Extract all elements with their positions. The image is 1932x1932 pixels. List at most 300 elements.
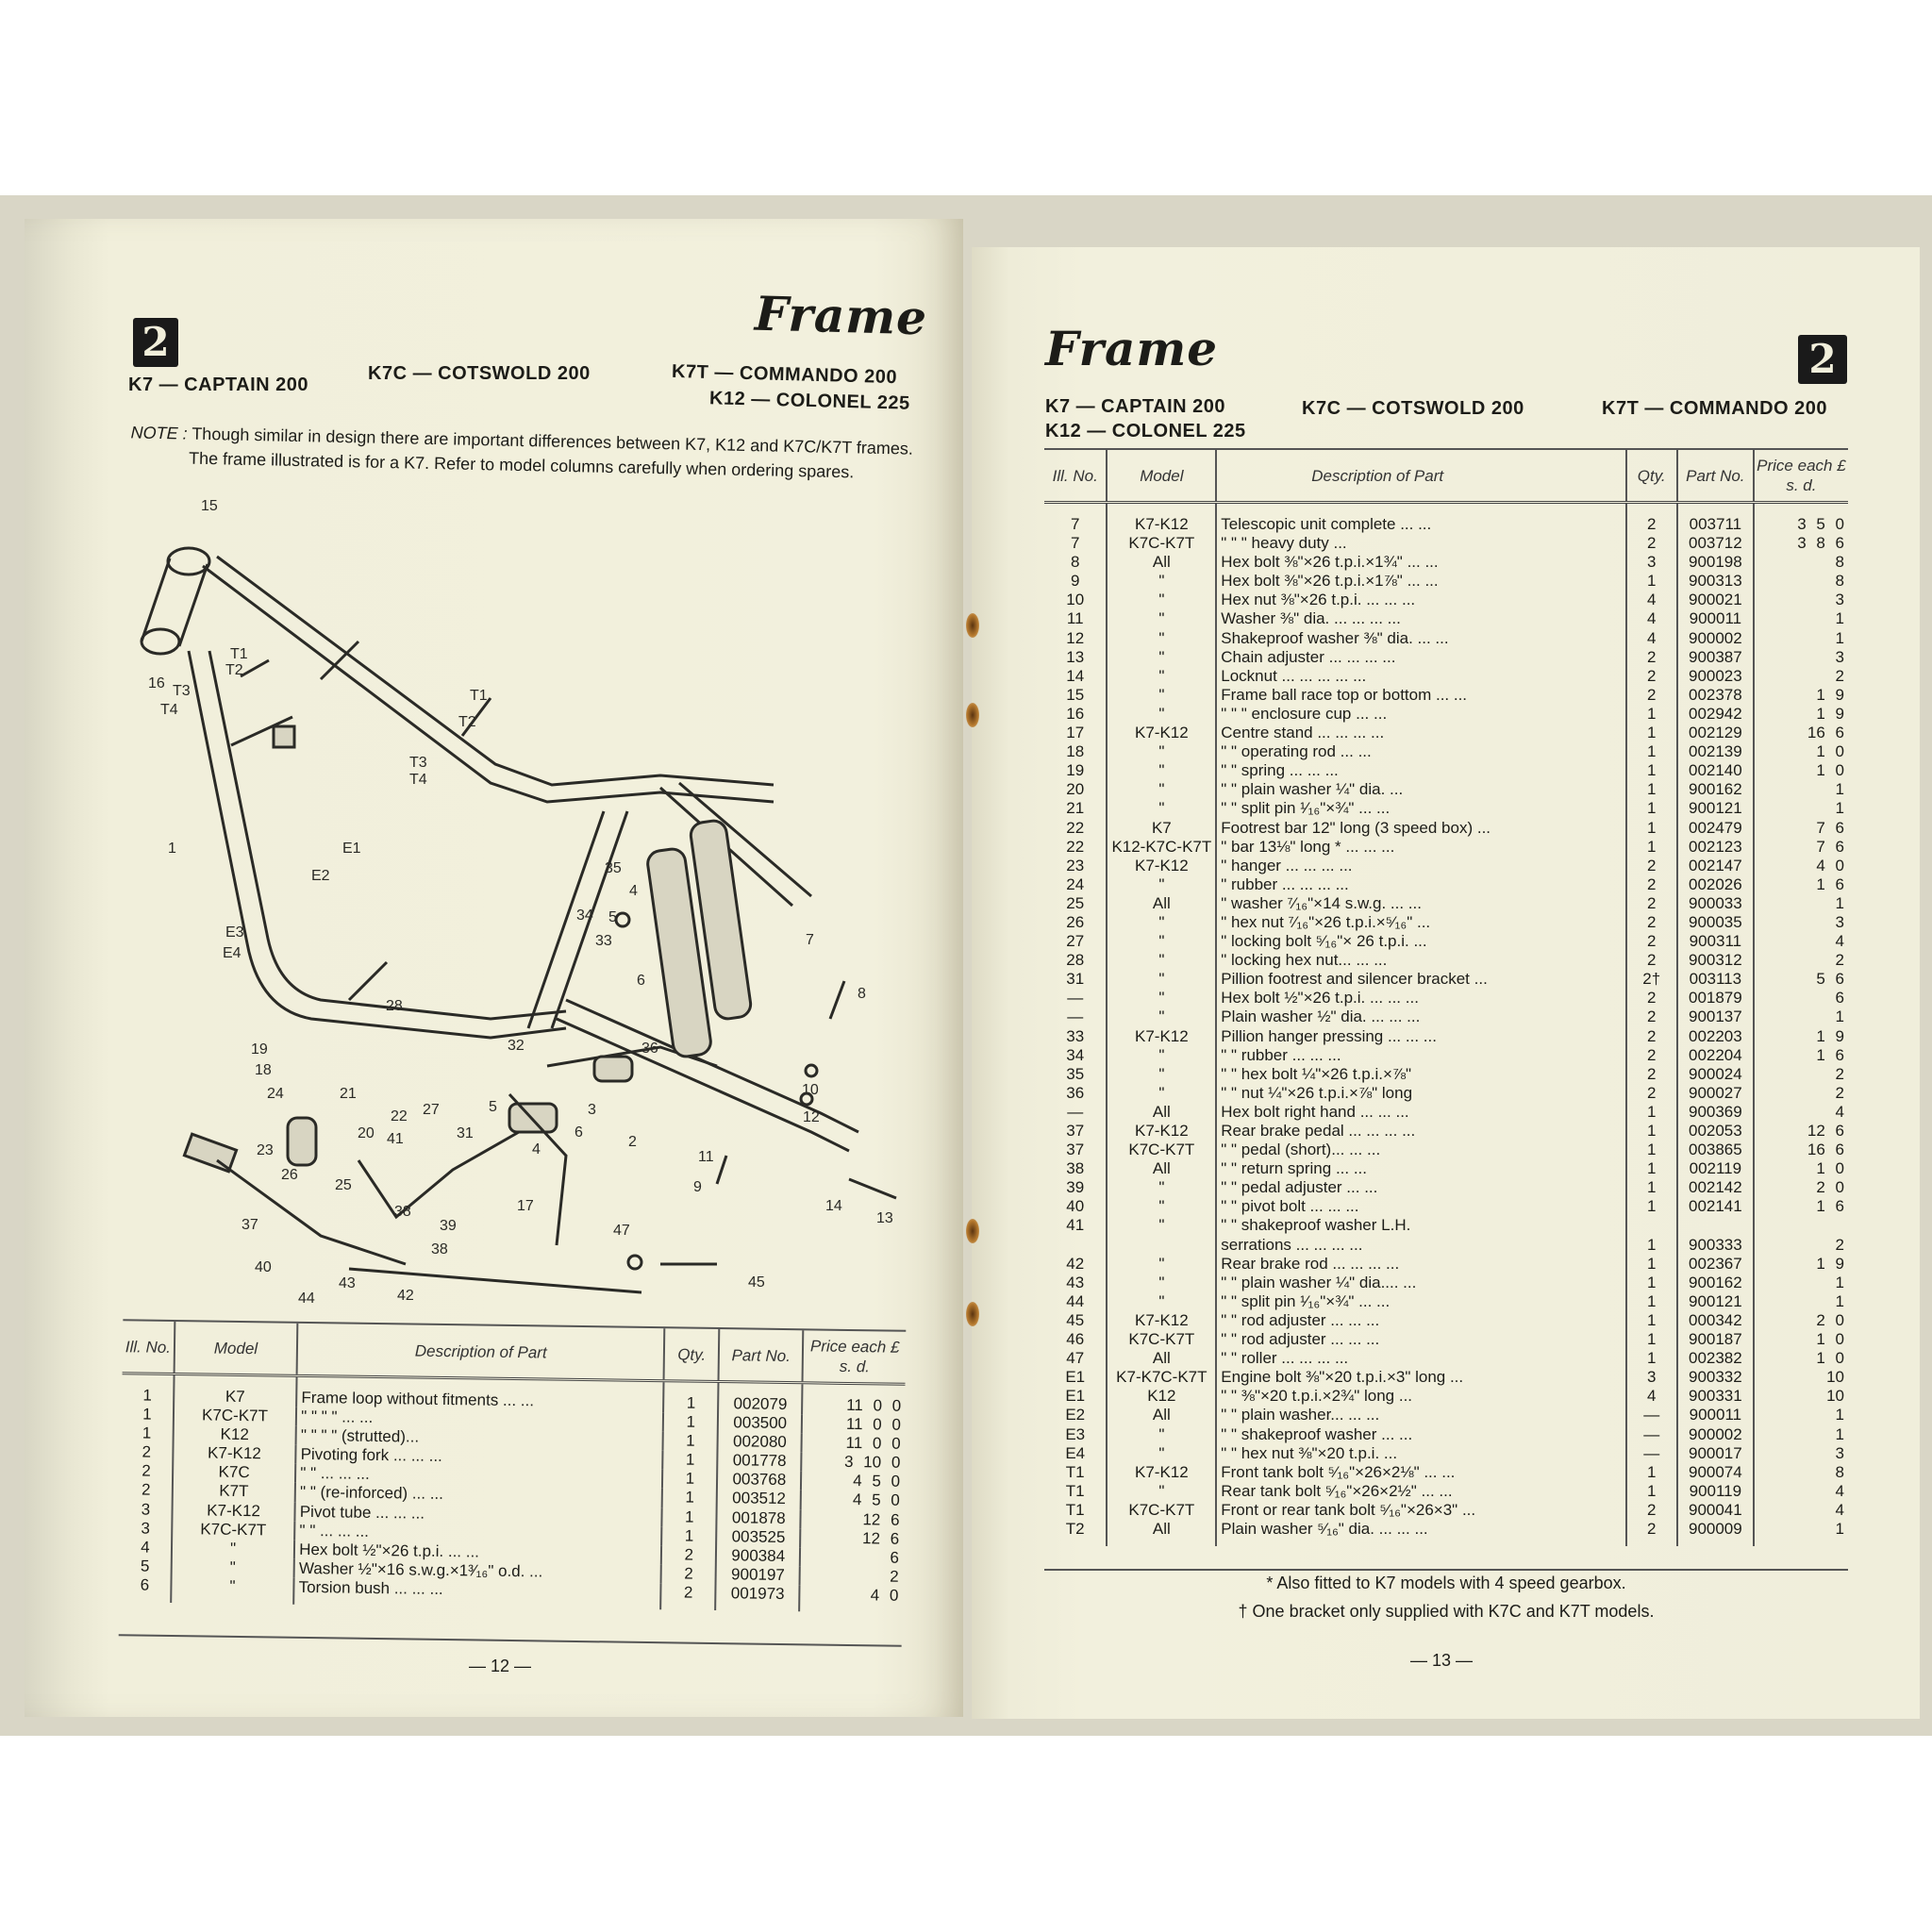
- cell-model: K7C-K7T: [172, 1520, 295, 1541]
- diagram-callout: T2: [225, 662, 243, 678]
- cell-part-no: 001879: [1677, 989, 1754, 1008]
- cell-part-no: 003113: [1677, 970, 1754, 989]
- cell-ill-no: 24: [1066, 874, 1085, 893]
- cell-price: 4: [1754, 1482, 1848, 1501]
- cell-price: 1: [1754, 780, 1848, 799]
- cell-price: 2: [1754, 1084, 1848, 1103]
- cell-description: Frame loop without fitments ... ...: [296, 1375, 664, 1412]
- note-body: Though similar in design there are important differences between K7, K12 and K7C/K7T frames. The frame illustrated is for a K7. Refer to model columns carefully when ordering spares.: [188, 424, 914, 482]
- cell-price: 1 0: [1754, 1349, 1848, 1368]
- head-tube-bottom: [142, 629, 179, 654]
- cell-price: 1 9: [1754, 705, 1848, 724]
- cell-model: ": [1107, 629, 1216, 648]
- cell-price: 2: [1754, 667, 1848, 686]
- model-label: K7C — COTSWOLD 200: [1302, 398, 1524, 419]
- diagram-callout: 36: [641, 1041, 658, 1057]
- table-row: [1044, 1292, 1848, 1311]
- cell-part-no: 900074: [1677, 1463, 1754, 1482]
- cell-ill-no: 34: [1066, 1045, 1085, 1064]
- cell-ill-no: 33: [1066, 1026, 1085, 1045]
- diagram-callout: 12: [803, 1109, 820, 1125]
- cell-ill-no: 45: [1066, 1310, 1085, 1329]
- cell-ill-no: 2: [142, 1442, 152, 1461]
- cell-part-no: 002142: [1677, 1178, 1754, 1197]
- cell-model: All: [1107, 894, 1216, 913]
- brake-rod: [349, 1269, 641, 1292]
- table-row: [1044, 1501, 1848, 1520]
- cell-description: Hex bolt ½"×26 t.p.i. ... ...: [294, 1541, 661, 1565]
- parts-table: [1044, 450, 1848, 1546]
- table-row: [1044, 742, 1848, 761]
- cell-part-no: 002204: [1677, 1046, 1754, 1065]
- cell-model: ": [1107, 572, 1216, 591]
- cell-model: ": [1107, 1255, 1216, 1274]
- diagram-callout: T4: [409, 772, 427, 788]
- cell-qty: 1: [1626, 1255, 1677, 1274]
- cell-qty: 1: [1626, 1482, 1677, 1501]
- table-row: [1044, 1103, 1848, 1122]
- cell-description: " " ... ... ...: [294, 1521, 661, 1545]
- cell-part-no: 002123: [1677, 838, 1754, 857]
- cell-qty: 1: [1626, 1197, 1677, 1216]
- cell-ill-no: 5: [140, 1557, 150, 1575]
- cell-price: 4 5 0: [801, 1491, 904, 1511]
- cell-part-no: 900369: [1677, 1103, 1754, 1122]
- cell-ill-no: 9: [1070, 572, 1080, 591]
- cell-part-no: 900009: [1677, 1520, 1754, 1546]
- cell-part-no: 900137: [1677, 1008, 1754, 1026]
- cell-model: K7C-K7T: [1107, 1501, 1216, 1520]
- diagram-callout: 18: [255, 1062, 272, 1078]
- cell-model: K12: [1107, 1387, 1216, 1406]
- cell-ill-no: 7: [1070, 534, 1080, 553]
- diagram-callout: 47: [613, 1223, 630, 1239]
- cell-ill-no: 3: [141, 1500, 151, 1519]
- cell-part-no: 900017: [1677, 1444, 1754, 1463]
- cell-ill-no: E3: [1065, 1424, 1086, 1443]
- cell-description: Plain washer ½" dia. ... ... ...: [1216, 1008, 1625, 1026]
- cell-ill-no: T2: [1065, 1519, 1085, 1538]
- cell-part-no: 002367: [1677, 1255, 1754, 1274]
- cell-model: K7C: [173, 1462, 296, 1483]
- cell-part-no: 900027: [1677, 1084, 1754, 1103]
- cell-price: 3 5 0: [1754, 503, 1848, 535]
- table-row: [1044, 857, 1848, 875]
- model-label: K12 — COLONEL 225: [708, 388, 910, 414]
- model-label: K7T — COMMANDO 200: [1602, 398, 1828, 419]
- cell-ill-no: 23: [1066, 856, 1085, 874]
- cell-description: " " ... ... ...: [295, 1464, 662, 1489]
- cell-description: Hex bolt ⅜"×26 t.p.i.×1⅞" ... ...: [1216, 572, 1625, 591]
- cell-description: " " shakeproof washer L.H.: [1216, 1216, 1625, 1235]
- cell-qty: 2: [1626, 1501, 1677, 1520]
- diagram-callout: E2: [311, 868, 330, 884]
- diagram-callout: T2: [458, 714, 476, 730]
- cell-model: ": [1107, 667, 1216, 686]
- cell-description: Front tank bolt ⁵⁄₁₆"×26×2⅛" ... ...: [1216, 1463, 1625, 1482]
- table-row: [1044, 970, 1848, 989]
- cell-ill-no: 22: [1066, 818, 1085, 837]
- cell-price: 3: [1754, 1444, 1848, 1463]
- cell-description: Front or rear tank bolt ⁵⁄₁₆"×26×3" ...: [1216, 1501, 1625, 1520]
- cell-description: Rear tank bolt ⁵⁄₁₆"×26×2½" ... ...: [1216, 1482, 1625, 1501]
- cell-model: K7-K12: [1107, 503, 1216, 535]
- cell-model: K7: [1107, 819, 1216, 838]
- cell-qty: 1: [1626, 1178, 1677, 1197]
- footnote: † One bracket only supplied with K7C and K7T models.: [1238, 1602, 1655, 1621]
- cell-price: 16 6: [1754, 724, 1848, 742]
- cell-description: serrations ... ... ... ...: [1216, 1236, 1625, 1255]
- cell-description: Rear brake rod ... ... ... ...: [1216, 1255, 1625, 1274]
- diagram-callout: 3: [588, 1102, 596, 1118]
- cell-description: Rear brake pedal ... ... ... ...: [1216, 1122, 1625, 1141]
- cell-ill-no: 39: [1066, 1178, 1085, 1197]
- cell-model: ": [1107, 686, 1216, 705]
- cell-price: 2 0: [1754, 1178, 1848, 1197]
- cell-model: K12: [173, 1424, 296, 1445]
- col-header-model: Model: [174, 1322, 297, 1375]
- diagram-callout: 11: [698, 1149, 714, 1165]
- cell-part-no: 900033: [1677, 894, 1754, 913]
- cell-qty: 3: [1626, 1368, 1677, 1387]
- diagram-callout: 35: [605, 860, 622, 876]
- roller: [628, 1256, 641, 1269]
- diagram-callout: 14: [825, 1198, 842, 1214]
- cell-price: 1 6: [1754, 875, 1848, 894]
- cell-part-no: 002147: [1677, 857, 1754, 875]
- cell-ill-no: 37: [1066, 1122, 1085, 1140]
- cell-model: K7C-K7T: [1107, 534, 1216, 553]
- cell-part-no: 900197: [716, 1565, 800, 1585]
- cell-part-no: 001973: [715, 1584, 799, 1611]
- right-parts-table: [1044, 448, 1848, 1571]
- col-header-no: Ill. No.: [1044, 450, 1107, 503]
- cell-description: " " " " ... ...: [296, 1407, 663, 1432]
- table-row: [1044, 932, 1848, 951]
- diagram-callout: 10: [802, 1082, 819, 1098]
- col-header-no: Ill. No.: [123, 1321, 175, 1374]
- cell-description: Pivoting fork ... ... ...: [295, 1445, 662, 1470]
- cell-price: 4: [1754, 1103, 1848, 1122]
- cell-description: " " pedal adjuster ... ...: [1216, 1178, 1625, 1197]
- cell-qty: 1: [1626, 799, 1677, 818]
- cell-price: 1: [1754, 1425, 1848, 1444]
- cell-price: 1 9: [1754, 1027, 1848, 1046]
- cell-ill-no: 1: [142, 1424, 152, 1442]
- cell-description: " " spring ... ... ...: [1216, 761, 1625, 780]
- cell-model: ": [1107, 913, 1216, 932]
- cell-model: All: [1107, 1103, 1216, 1122]
- cell-price: [1754, 1216, 1848, 1235]
- diagram-callout: E1: [342, 841, 361, 857]
- cell-model: ": [1107, 970, 1216, 989]
- table-row: [1044, 1255, 1848, 1274]
- diagram-callout: 22: [391, 1108, 408, 1124]
- diagram-callout: 20: [358, 1125, 375, 1141]
- cell-price: 1: [1754, 1008, 1848, 1026]
- diagram-callout: 38: [431, 1241, 448, 1257]
- cell-price: 1 0: [1754, 761, 1848, 780]
- cell-description: " " " " (strutted)...: [296, 1426, 663, 1451]
- cell-description: Hex bolt right hand ... ... ...: [1216, 1103, 1625, 1122]
- cell-description: Hex bolt ⅜"×26 t.p.i.×1¾" ... ...: [1216, 553, 1625, 572]
- table-row: [1044, 724, 1848, 742]
- cell-part-no: 001878: [717, 1508, 801, 1528]
- cell-model: All: [1107, 1406, 1216, 1424]
- diagram-callout: 31: [457, 1125, 474, 1141]
- diagram-callout: 32: [508, 1038, 525, 1054]
- cell-price: 4: [1754, 932, 1848, 951]
- diagram-callout: 17: [517, 1198, 534, 1214]
- cell-part-no: 003768: [717, 1470, 801, 1490]
- cell-ill-no: 37: [1066, 1141, 1085, 1159]
- cell-ill-no: T1: [1065, 1500, 1085, 1519]
- cell-price: 1 0: [1754, 742, 1848, 761]
- section-number-badge: 2: [133, 318, 178, 367]
- cell-qty: 1: [663, 1412, 718, 1432]
- cell-ill-no: 2: [142, 1461, 151, 1481]
- head-tube-top: [168, 548, 209, 575]
- page-number: — 12 —: [469, 1657, 532, 1675]
- diagram-callout: 6: [575, 1124, 583, 1141]
- cell-part-no: 900021: [1677, 591, 1754, 609]
- cell-model: ": [1107, 1008, 1216, 1026]
- diagram-callout: T3: [173, 683, 191, 699]
- cell-price: 3 8 6: [1754, 534, 1848, 553]
- cell-qty: 1: [661, 1526, 716, 1546]
- cell-description: " " return spring ... ...: [1216, 1159, 1625, 1178]
- cell-price: 4 5 0: [801, 1472, 904, 1492]
- cell-ill-no: 16: [1066, 704, 1085, 723]
- cell-model: K7C-K7T: [1107, 1330, 1216, 1349]
- cell-ill-no: 28: [1066, 951, 1085, 970]
- cell-description: " " shakeproof washer ... ...: [1216, 1425, 1625, 1444]
- cell-ill-no: 25: [1066, 893, 1085, 912]
- torsion-bush: [594, 1057, 632, 1081]
- cell-model: ": [1107, 989, 1216, 1008]
- cell-ill-no: [1044, 1236, 1107, 1255]
- table-row: [1044, 1444, 1848, 1463]
- cell-model: ": [1107, 932, 1216, 951]
- cell-part-no: 900002: [1677, 1425, 1754, 1444]
- table-row: [1044, 686, 1848, 705]
- cell-qty: 1: [1626, 1103, 1677, 1122]
- cell-model: K7T: [173, 1481, 296, 1502]
- diagram-callout: 26: [281, 1167, 298, 1183]
- cell-description: Frame ball race top or bottom ... ...: [1216, 686, 1625, 705]
- cell-description: Washer ½"×16 s.w.g.×1³⁄₁₆" o.d. ...: [294, 1559, 661, 1584]
- model-label: K7T — COMMANDO 200: [671, 360, 898, 389]
- cell-qty: 2: [661, 1545, 716, 1565]
- cell-ill-no: 47: [1066, 1349, 1085, 1368]
- cell-ill-no: 43: [1066, 1273, 1085, 1291]
- cell-ill-no: 11: [1066, 609, 1084, 628]
- model-label: K7 — CAPTAIN 200: [1045, 396, 1226, 417]
- table-row: [1044, 780, 1848, 799]
- cell-qty: 2: [1626, 648, 1677, 667]
- cell-price: 1: [1754, 1520, 1848, 1546]
- cell-part-no: 002479: [1677, 819, 1754, 838]
- diagram-callout: T3: [409, 755, 427, 771]
- cell-qty: 2: [1626, 667, 1677, 686]
- cell-qty: 1: [662, 1507, 717, 1527]
- cell-description: Hex nut ⅜"×26 t.p.i. ... ... ...: [1216, 591, 1625, 609]
- table-row: [1044, 894, 1848, 913]
- cell-price: 12 6: [1754, 1122, 1848, 1141]
- cell-qty: 2: [661, 1564, 716, 1584]
- cell-qty: 1: [662, 1489, 717, 1508]
- diagram-callout: 38: [394, 1204, 411, 1220]
- cell-model: ": [1107, 799, 1216, 818]
- cell-price: 2 0: [1754, 1311, 1848, 1330]
- cell-qty: 2: [1626, 1046, 1677, 1065]
- cell-part-no: 900002: [1677, 629, 1754, 648]
- down-tube-loop: [189, 651, 566, 1038]
- cell-ill-no: 2: [141, 1480, 151, 1500]
- diagram-callout: T1: [230, 646, 248, 662]
- cell-ill-no: E2: [1065, 1406, 1086, 1424]
- diagram-callout: 39: [440, 1218, 457, 1234]
- cell-qty: 2: [1626, 913, 1677, 932]
- table-row: [1044, 1141, 1848, 1159]
- cell-qty: 2: [1626, 857, 1677, 875]
- cell-description: Pillion footrest and silencer bracket ...: [1216, 970, 1625, 989]
- cell-part-no: 003712: [1677, 534, 1754, 553]
- diagram-callout: 25: [335, 1177, 352, 1193]
- table-row: [1044, 761, 1848, 780]
- cell-price: 2: [1754, 1236, 1848, 1255]
- table-row: [1044, 1425, 1848, 1444]
- cell-part-no: 900332: [1677, 1368, 1754, 1387]
- cell-qty: 4: [1626, 591, 1677, 609]
- cell-price: 11 0 0: [802, 1383, 905, 1416]
- table-row: [1044, 1368, 1848, 1387]
- table-row: [1044, 1311, 1848, 1330]
- cell-description: " " split pin ¹⁄₁₆"×¾" ... ...: [1216, 1292, 1625, 1311]
- cell-price: 3 10 0: [802, 1453, 905, 1474]
- cell-qty: 1: [663, 1451, 718, 1471]
- table-row: [1044, 553, 1848, 572]
- table-row: [1044, 875, 1848, 894]
- cell-qty: 1: [1626, 742, 1677, 761]
- cell-qty: 1: [1626, 705, 1677, 724]
- cell-qty: 2: [1626, 951, 1677, 970]
- diagram-callout: 34: [576, 908, 593, 924]
- cell-ill-no: 13: [1066, 647, 1085, 666]
- cell-part-no: 900023: [1677, 667, 1754, 686]
- cell-qty: 1: [1626, 780, 1677, 799]
- diagram-callout: 45: [748, 1274, 765, 1291]
- table-row: [1044, 1520, 1848, 1546]
- col-header-price: Price each £ s. d.: [803, 1330, 906, 1384]
- cell-qty: 1: [663, 1381, 718, 1413]
- cell-model: ": [1107, 1046, 1216, 1065]
- note-label: NOTE :: [130, 423, 188, 443]
- diagram-callout: 28: [386, 998, 403, 1014]
- table-row: [1044, 1216, 1848, 1235]
- cell-part-no: 002129: [1677, 724, 1754, 742]
- cell-description: Pillion hanger pressing ... ... ...: [1216, 1027, 1625, 1046]
- diagram-callout: 9: [693, 1179, 702, 1195]
- cell-part-no: 002382: [1677, 1349, 1754, 1368]
- diagram-callout: 8: [858, 986, 866, 1002]
- cell-qty: 1: [1626, 1463, 1677, 1482]
- table-row: [1044, 609, 1848, 628]
- col-header-price: Price each £ s. d.: [1754, 450, 1848, 503]
- cell-qty: 2†: [1626, 970, 1677, 989]
- staple-rust-mark: [966, 703, 979, 727]
- cell-price: 8: [1754, 553, 1848, 572]
- diagram-callout: 43: [339, 1275, 356, 1291]
- cell-ill-no: —: [1067, 989, 1084, 1008]
- cell-qty: 1: [1626, 1236, 1677, 1255]
- cell-model: K7-K12: [173, 1443, 296, 1464]
- table-row: [1044, 572, 1848, 591]
- cell-part-no: 900162: [1677, 1274, 1754, 1292]
- col-header-qty: Qty.: [664, 1328, 720, 1381]
- cell-description: " " pivot bolt ... ... ...: [1216, 1197, 1625, 1216]
- cell-description: " " " heavy duty ...: [1216, 534, 1625, 553]
- cell-ill-no: 21: [1066, 799, 1085, 818]
- cell-price: 6: [1754, 989, 1848, 1008]
- cell-description: " " rubber ... ... ...: [1216, 1046, 1625, 1065]
- cell-description: Torsion bush ... ... ...: [293, 1578, 660, 1610]
- cell-price: 1 6: [1754, 1197, 1848, 1216]
- cell-price: 1 6: [1754, 1046, 1848, 1065]
- cell-description: Engine bolt ⅜"×20 t.p.i.×3" long ...: [1216, 1368, 1625, 1387]
- table-row: [1044, 989, 1848, 1008]
- brake-pedal-pad: [184, 1134, 236, 1172]
- cell-description: " " nut ¼"×26 t.p.i.×⅞" long: [1216, 1084, 1625, 1103]
- cell-price: 4 0: [1754, 857, 1848, 875]
- cell-model: K7-K12: [1107, 1311, 1216, 1330]
- cell-qty: 1: [662, 1470, 717, 1490]
- table-row: [1044, 705, 1848, 724]
- diagram-callout: 13: [876, 1210, 893, 1226]
- diagram-callout: 23: [257, 1142, 274, 1158]
- cell-part-no: 900024: [1677, 1065, 1754, 1084]
- diagram-callout: T4: [160, 702, 178, 718]
- cell-qty: —: [1626, 1425, 1677, 1444]
- cell-description: " locking hex nut... ... ...: [1216, 951, 1625, 970]
- diagram-callout: 24: [267, 1086, 284, 1102]
- cell-part-no: 002140: [1677, 761, 1754, 780]
- cell-part-no: 900119: [1677, 1482, 1754, 1501]
- cell-ill-no: 4: [141, 1538, 150, 1557]
- cell-description: Footrest bar 12" long (3 speed box) ...: [1216, 819, 1625, 838]
- cell-part-no: 900035: [1677, 913, 1754, 932]
- table-row: [1044, 1122, 1848, 1141]
- table-row: [1044, 667, 1848, 686]
- cell-model: ": [1107, 1216, 1216, 1235]
- cell-qty: 4: [1626, 609, 1677, 628]
- cell-part-no: 900011: [1677, 1406, 1754, 1424]
- cell-ill-no: 17: [1066, 724, 1085, 742]
- cell-part-no: 900313: [1677, 572, 1754, 591]
- cell-model: [1107, 1236, 1216, 1255]
- diagram-callout: E3: [225, 924, 244, 941]
- cell-description: " " operating rod ... ...: [1216, 742, 1625, 761]
- diagram-callout: 41: [387, 1131, 404, 1147]
- table-row: [1044, 629, 1848, 648]
- cell-price: 1: [1754, 894, 1848, 913]
- cell-ill-no: 22: [1066, 837, 1085, 856]
- washer: [616, 913, 629, 926]
- engine-plate: [274, 726, 294, 747]
- cell-part-no: 003865: [1677, 1141, 1754, 1159]
- cell-model: ": [1107, 591, 1216, 609]
- diagram-callout: 15: [201, 498, 218, 514]
